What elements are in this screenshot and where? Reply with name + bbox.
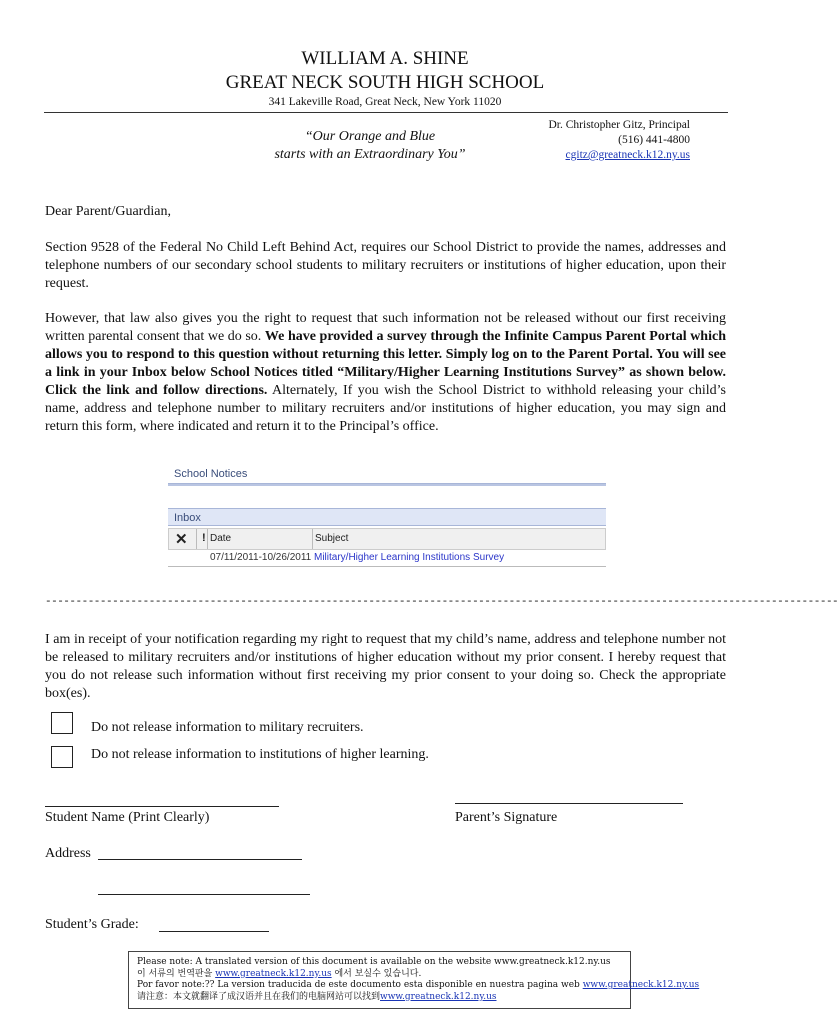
delete-icon[interactable]: ✕ — [175, 531, 188, 548]
principal-contact — [500, 118, 690, 163]
student-name-label: Student Name (Print Clearly) — [45, 810, 210, 825]
school-full-name: GREAT NECK SOUTH HIGH SCHOOL — [225, 72, 545, 93]
grade-label: Student’s Grade: — [45, 917, 139, 932]
priority-icon: ! — [202, 532, 206, 544]
translation-spanish — [137, 980, 700, 992]
military-recruiters-label: Do not release information to military recruiters. — [91, 720, 364, 735]
paragraph-instructions-bold: We have provided a survey through the Infinite Campus Parent Portal which allows you to respond to this question without returning this letter. Simply log on to the Parent Portal. You will see a link in your Inbox below School Notices titled “Military/Higher Learning Institutions Survey” as shown below. Click the link and follow directions. — [45, 329, 726, 398]
receipt-paragraph: I am in receipt of your notification regarding my right to request that my child’s name, address and telephone number not be released to military recruiters and/or institutions of higher education without my prior consent. I hereby request that you do not release such information without first receiving my prior consent to your doing so. Check the appropriate box(es). — [45, 632, 726, 701]
principal-name: Dr. Christopher Gitz, Principal — [548, 119, 690, 131]
paragraph-instructions-start: However, that law also gives you the right to request that such information not be released without our first receiving written parental consent that we do so. — [45, 311, 726, 344]
inbox-row-date: 07/11/2011-10/26/2011 — [210, 552, 312, 563]
school-notices-header: School Notices — [168, 464, 606, 484]
parent-signature-field[interactable] — [455, 803, 683, 804]
paragraph-instructions — [45, 310, 726, 436]
school-address: 341 Lakeville Road, Great Neck, New York 11020 — [268, 96, 502, 108]
paragraph-instructions-end: Alternately, If you wish the School District to withhold releasing your child’s name, address and telephone number to military recruiters and/or institutions of higher education, you may sign and return this form, where indicated and return it to the Principal’s office. — [45, 383, 726, 434]
translation-korean-link[interactable]: www.greatneck.k12.ny.us — [215, 968, 332, 979]
student-name-field[interactable] — [45, 806, 279, 807]
header-divider — [44, 112, 728, 113]
inbox-column-header — [168, 528, 606, 550]
translation-english: Please note: A translated version of this document is available on the website www.greatneck.k12.ny.us — [137, 957, 611, 967]
address-label: Address — [45, 846, 91, 861]
paragraph-law: Section 9528 of the Federal No Child Left Behind Act, requires our School District to provide the names, addresses and telephone numbers of our secondary school students to military recruiters or institutions of higher education, upon their request. — [45, 240, 726, 291]
translation-chinese — [137, 992, 622, 1004]
motto-line-1: “Our Orange and Blue — [304, 129, 436, 144]
translation-spanish-text: Por favor note:?? La version traducida de este documento esta disponible en nuestra pagina web — [137, 980, 583, 990]
motto-line-2: starts with an Extraordinary You” — [274, 147, 466, 162]
grade-field[interactable] — [159, 931, 269, 932]
military-recruiters-checkbox[interactable] — [51, 712, 73, 734]
tear-off-divider: ---------------------------------------------------------------------------------------------------------------------------------- — [45, 596, 838, 608]
translation-korean — [137, 969, 622, 981]
inbox-header: Inbox — [168, 508, 606, 526]
translation-korean-text-end: 에서 보실수 있습니다. — [331, 968, 422, 979]
principal-email-link[interactable]: cgitz@greatneck.k12.ny.us — [565, 149, 690, 161]
column-separator — [196, 529, 197, 549]
survey-link[interactable]: Military/Higher Learning Institutions Survey — [314, 552, 505, 563]
translation-korean-text: 이 서류의 번역판을 — [137, 968, 216, 979]
portal-screenshot — [168, 464, 606, 568]
translation-spanish-link[interactable]: www.greatneck.k12.ny.us — [582, 980, 700, 990]
column-separator — [312, 529, 313, 549]
translation-chinese-link[interactable]: www.greatneck.k12.ny.us — [380, 991, 497, 1002]
higher-learning-checkbox[interactable] — [51, 746, 73, 768]
parent-signature-label: Parent’s Signature — [455, 810, 558, 825]
date-column-header[interactable]: Date — [210, 533, 232, 544]
principal-phone: (516) 441-4800 — [618, 134, 690, 146]
subject-column-header[interactable]: Subject — [315, 533, 349, 544]
column-separator — [207, 529, 208, 549]
higher-learning-label: Do not release information to institutions of higher learning. — [91, 747, 429, 762]
address-field-1[interactable] — [98, 859, 302, 860]
greeting: Dear Parent/Guardian, — [45, 204, 171, 219]
translation-notice — [128, 951, 700, 1009]
school-notices-rule — [168, 484, 606, 486]
address-field-2[interactable] — [98, 894, 310, 895]
school-name: WILLIAM A. SHINE — [301, 48, 469, 69]
inbox-row[interactable] — [168, 552, 606, 567]
school-motto — [250, 128, 490, 164]
translation-chinese-text: 请注意：本文就翻译了成汉语并且在我们的电脑网站可以找到 — [137, 991, 381, 1002]
